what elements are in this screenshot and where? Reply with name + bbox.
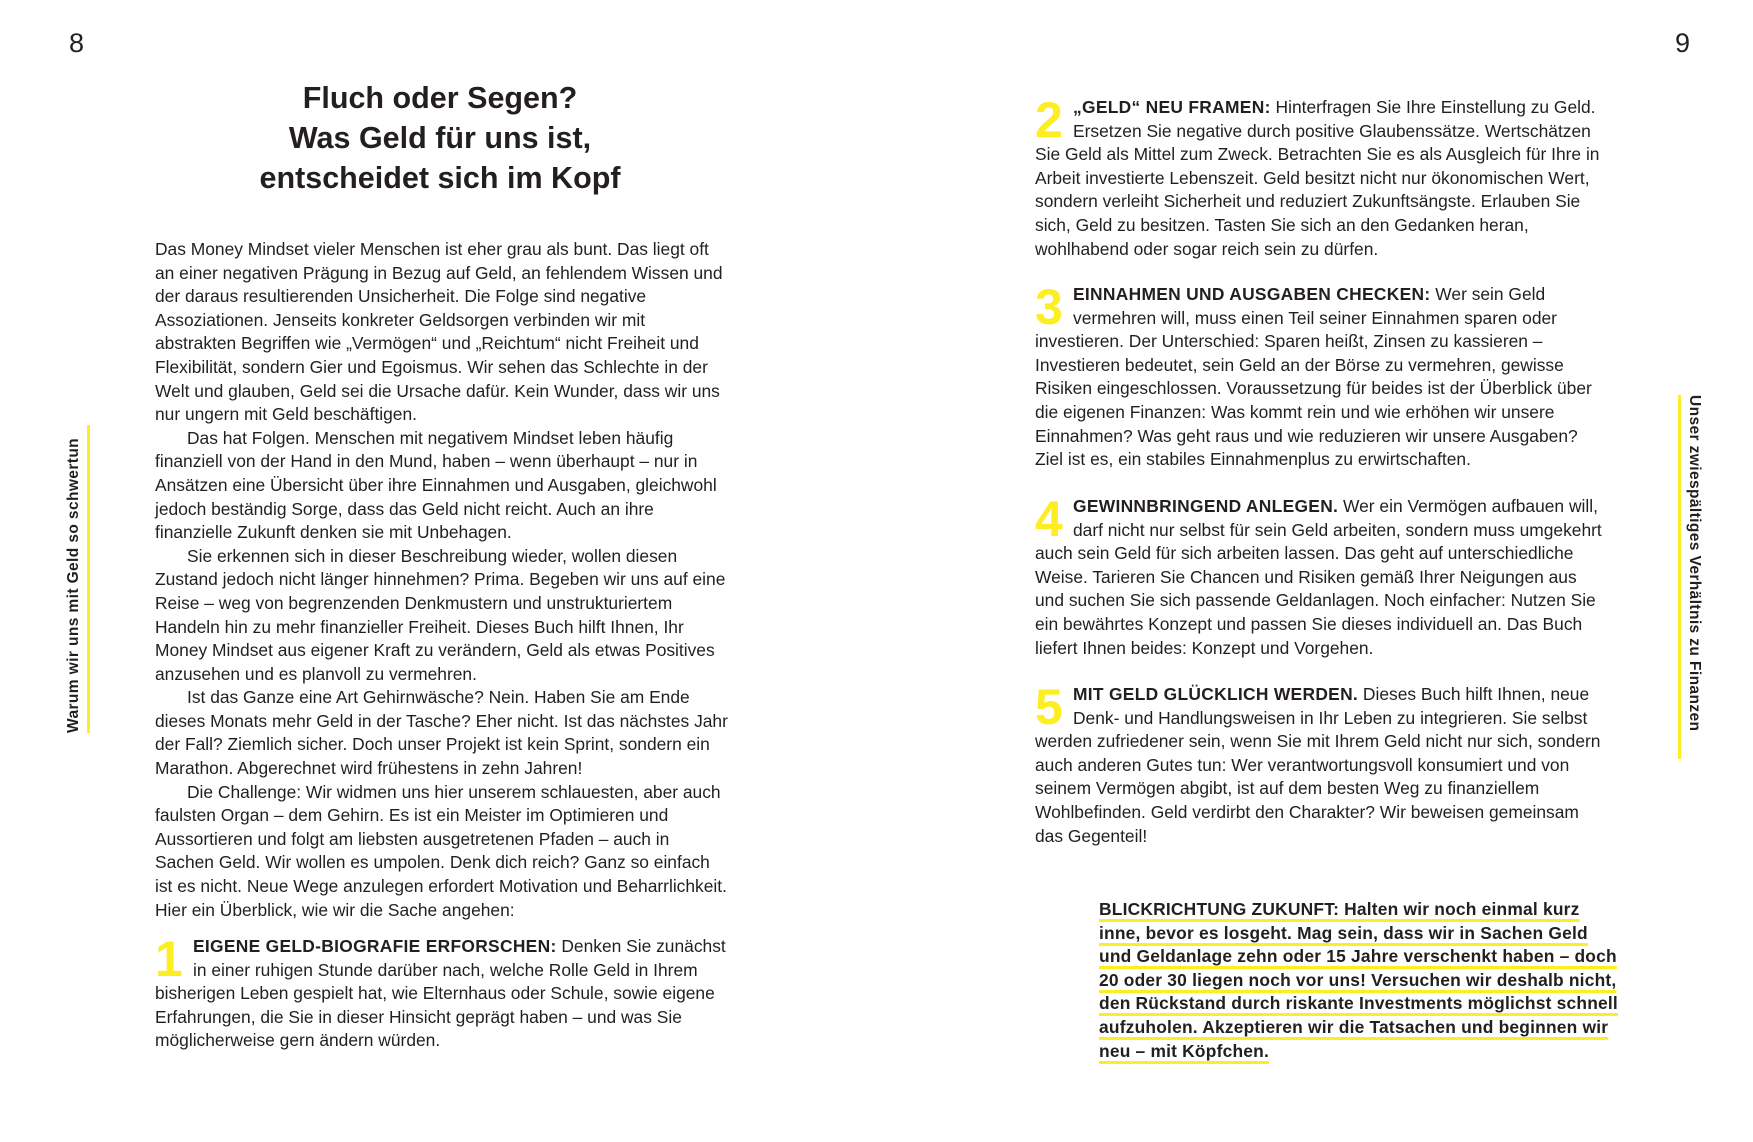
page-number-left: 8 bbox=[69, 28, 85, 58]
page-headline bbox=[154, 78, 726, 198]
step-number: 5 bbox=[1035, 679, 1063, 735]
step-text: Hinterfragen Sie Ihre Einstellung zu Geld. Ersetzen Sie negative durch positive Glaubenssätze. Wertschätzen Sie Geld als Mittel zum Zweck. Betrachten Sie es als Ausgleich für Ihre in Arbeit investierte Lebenszeit. Geld besitzt nicht nur ökonomischen Wert, sondern verleiht Sicherheit und reduziert Zukunftsängste. Erlauben Sie sich, Geld zu besitzen. Tasten Sie sich an den Gedanken heran, wohlhabend oder sogar reich sein zu dürfen. bbox=[1035, 97, 1600, 259]
step-4 bbox=[1035, 491, 1610, 660]
step-1 bbox=[155, 931, 730, 1053]
headline-line-1: Fluch oder Segen? bbox=[302, 81, 578, 115]
page-number-right: 9 bbox=[1675, 28, 1691, 58]
chapter-side-title-left: Warum wir uns mit Geld so schwertun bbox=[64, 425, 90, 733]
step-number: 4 bbox=[1035, 491, 1063, 547]
chapter-side-title-right: Unser zwiespältiges Verhältnis zu Finanzen bbox=[1678, 395, 1704, 759]
intro-paragraph: Sie erkennen sich in dieser Beschreibung wieder, wollen diesen Zustand jedoch nicht länger hinnehmen? Prima. Begeben wir uns auf eine Reise – weg von begrenzenden Denkmustern und unstrukturiertem Handeln hin zu mehr finanzieller Freiheit. Dieses Buch hilft Ihnen, Ihr Money Mindset aus eigener Kraft zu verändern, Geld als etwas Positives anzusehen und es planvoll zu vermehren. bbox=[155, 545, 726, 684]
step-text: Denken Sie zunächst in einer ruhigen Stunde darüber nach, welche Rolle Geld in Ihrem bisherigen Leben gespielt hat, wie Elternhaus oder Schule, sowie eigene Erfahrungen, die Sie in dieser Hinsicht geprägt haben – und was Sie möglicherweise gern ändern würden. bbox=[155, 936, 726, 1051]
intro-text bbox=[155, 238, 730, 922]
intro-paragraph: Das hat Folgen. Menschen mit negativem Mindset leben häufig finanziell von der Hand in den Mund, haben – wenn überhaupt – nur in Ansätzen eine Übersicht über ihre Einnahmen und Ausgaben, gleichwohl jedoch beständig Sorge, dass das Geld nicht reicht. Auch an ihre finanzielle Zukunft denken sie mit Unbehagen. bbox=[155, 427, 717, 543]
headline-line-3: entscheidet sich im Kopf bbox=[259, 161, 621, 195]
step-3 bbox=[1035, 279, 1610, 472]
step-5 bbox=[1035, 679, 1610, 848]
step-title: MIT GELD GLÜCKLICH WERDEN. bbox=[1073, 684, 1359, 704]
step-title: EIGENE GELD-BIOGRAFIE ERFORSCHEN: bbox=[193, 936, 557, 956]
step-number: 1 bbox=[155, 931, 183, 987]
intro-paragraph: Das Money Mindset vieler Menschen ist eher grau als bunt. Das liegt oft an einer negativen Prägung in Bezug auf Geld, an fehlendem Wissen und der daraus resultierenden Unsicherheit. Die Folge sind negative Assoziationen. Jenseits konkreter Geldsorgen verbinden wir mit abstrakten Begriffen wie „Vermögen“ und „Reichtum“ nicht Freiheit und Flexibilität, sondern Gier und Egoismus. Wir sehen das Schlechte in der Welt und glauben, Geld sei die Ursache dafür. Kein Wunder, dass wir uns nur ungern mit Geld beschäftigen. bbox=[155, 239, 723, 425]
step-title: „GELD“ NEU FRAMEN: bbox=[1073, 97, 1271, 117]
step-number: 3 bbox=[1035, 279, 1063, 335]
step-text: Wer sein Geld vermehren will, muss einen Teil seiner Einnahmen sparen oder investieren. Der Unterschied: Sparen heißt, Zinsen zu kassieren – Investieren bedeutet, sein Geld an der Börse zu vermehren, gewisse Risiken eingeschlossen. Voraussetzung für beides ist der Überblick über die eigenen Finanzen: Was kommt rein und wie erhöhen wir unsere Einnahmen? Was geht raus und wie reduzieren wir unsere Ausgaben? Ziel ist es, ein stabiles Einnahmenplus zu erwirtschaften. bbox=[1035, 284, 1592, 470]
headline-line-2: Was Geld für uns ist, bbox=[288, 121, 592, 155]
step-number: 2 bbox=[1035, 92, 1063, 148]
intro-paragraph: Die Challenge: Wir widmen uns hier unserem schlauesten, aber auch faulsten Organ – dem Gehirn. Es ist ein Meister im Optimieren und Aussortieren und folgt am liebsten ausgetretenen Pfaden – auch in Sachen Geld. Wir wollen es umpolen. Denk dich reich? Ganz so einfach ist es nicht. Neue Wege anzulegen erfordert Motivation und Beharrlichkeit. Hier ein Überblick, wie wir die Sache angehen: bbox=[155, 781, 727, 920]
callout-box bbox=[1099, 898, 1619, 1063]
step-text: Wer ein Vermögen aufbauen will, darf nicht nur selbst für sein Geld arbeiten, sondern muss umgekehrt auch sein Geld für sich arbeiten lassen. Das geht auf unterschiedliche Weise. Tarieren Sie Chancen und Risiken gemäß Ihrer Neigungen aus und suchen Sie sich passende Geldanlagen. Noch einfacher: Nutzen Sie ein bewährtes Konzept und passen Sie dieses individuell an. Das Buch liefert Ihnen beides: Konzept und Vorgehen. bbox=[1035, 496, 1602, 658]
step-title: EINNAHMEN UND AUSGABEN CHECKEN: bbox=[1073, 284, 1431, 304]
step-text: Dieses Buch hilft Ihnen, neue Denk- und Handlungsweisen in Ihr Leben zu integrieren. Sie selbst werden zufriedener sein, wenn Sie mit Ihrem Geld nicht nur sich, sondern auch anderen Gutes tun: Wer verantwortungsvoll konsumiert und von seinem Vermögen abgibt, ist auf dem besten Weg zu finanziellem Wohlbefinden. Geld verdirbt den Charakter? Wir beweisen gemeinsam das Gegenteil! bbox=[1035, 684, 1601, 846]
callout-text: BLICKRICHTUNG ZUKUNFT: Halten wir noch einmal kurz inne, bevor es losgeht. Mag sein, dass wir in Sachen Geld und Geldanlage zehn oder 15 Jahre verschenkt haben – doch 20 oder 30 liegen noch vor uns! Versuchen wir deshalb nicht, den Rückstand durch riskante Investments möglichst schnell aufzuholen. Akzeptieren wir die Tatsachen und beginnen wir neu – mit Köpfchen. bbox=[1099, 899, 1618, 1061]
step-title: GEWINNBRINGEND ANLEGEN. bbox=[1073, 496, 1339, 516]
step-2 bbox=[1035, 92, 1610, 261]
intro-paragraph: Ist das Ganze eine Art Gehirnwäsche? Nein. Haben Sie am Ende dieses Monats mehr Geld in der Tasche? Eher nicht. Ist das nächstes Jahr der Fall? Ziemlich sicher. Doch unser Projekt ist kein Sprint, sondern ein Marathon. Abgerechnet wird frühestens in zehn Jahren! bbox=[155, 687, 728, 779]
